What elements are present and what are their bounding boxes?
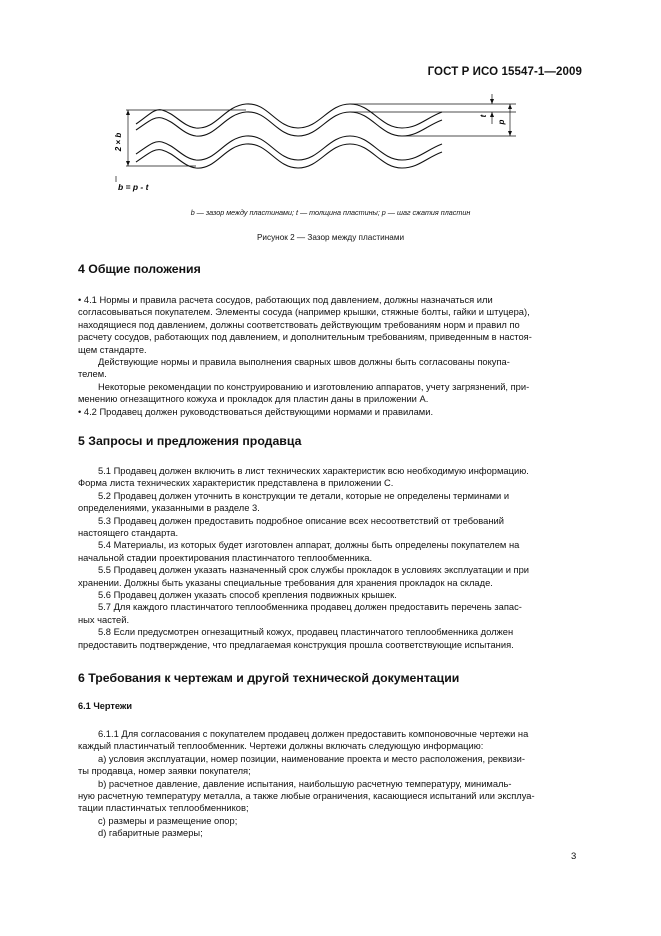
label-2b: 2 × b	[114, 132, 123, 152]
text-line: Некоторые рекомендации по конструированию и изготовлению аппаратов, учету загрязнений, при-	[98, 381, 530, 392]
text-line: 5.3 Продавец должен предоставить подробное описание всех несоответствий от требований	[98, 515, 504, 526]
text-line: определениями, указанными в разделе 3.	[78, 503, 260, 514]
text-line: 5.5 Продавец должен указать назначенный срок службы прокладок в условиях эксплуатации и при	[98, 565, 530, 576]
text-line: ную расчетную температуру металла, а также любые ограничения, касающиеся испытаний или эксплуа-	[78, 791, 535, 802]
section-4-title: 4 Общие положения	[78, 262, 201, 276]
text-line: Форма листа технических характеристик представлена в приложении С.	[78, 478, 394, 489]
text-line: каждый пластинчатый теплообменник. Чертежи должны включать следующую информацию:	[78, 741, 484, 752]
wavy-plates	[136, 104, 442, 168]
label-t: t	[479, 114, 488, 118]
text-line: щем стандарте.	[78, 344, 147, 355]
section-6-body	[78, 728, 583, 840]
text-line: с) размеры и размещение опор;	[98, 815, 238, 826]
figure-caption: Рисунок 2 — Зазор между пластинами	[256, 233, 405, 242]
text-line: ных частей.	[78, 614, 130, 625]
text-line: находящиеся под давлением, должны соответствовать действующим требованиям норм и правил по	[78, 319, 520, 330]
document-header: ГОСТ Р ИСО 15547-1—2009	[427, 66, 582, 78]
figure-legend: b — зазор между пластинами; t — толщина пластины; p — шаг сжатия пластин	[190, 208, 471, 217]
text-line: 6.1.1 Для согласования с покупателем продавец должен предоставить компоновочные чертежи на	[98, 729, 529, 739]
text-line: Действующие нормы и правила выполнения сварных швов должны быть согласованы покупа-	[98, 357, 510, 368]
text-line: ты продавца, номер заявки покупателя;	[78, 766, 251, 777]
text-line: 5.4 Материалы, из которых будет изготовлен аппарат, должны быть определены покупателем на	[98, 540, 520, 551]
text-line: а) условия эксплуатации, номер позиции, наименование проекта и место расположения, реквизи-	[98, 753, 525, 764]
text-line: 5.6 Продавец должен указать способ крепления подвижных крышек.	[98, 590, 397, 601]
section-6-title: 6 Требования к чертежам и другой технической документации	[78, 671, 460, 685]
section-4-body	[78, 294, 583, 418]
page-number: 3	[571, 851, 577, 862]
text-line: тации пластинчатых теплообменников;	[78, 803, 249, 814]
text-line: 5.1 Продавец должен включить в лист технических характеристик всю необходимую информацию.	[98, 466, 529, 476]
text-line: 5.2 Продавец должен уточнить в конструкции те детали, которые не определены терминами и	[98, 490, 510, 501]
text-line: • 4.1 Нормы и правила расчета сосудов, работающих под давлением, должны назначаться или	[78, 295, 493, 305]
plate-gap-figure	[96, 86, 526, 198]
text-line: начальной стадии проектирования пластинчатого теплообменника.	[78, 552, 373, 563]
text-line: d) габаритные размеры;	[98, 828, 203, 839]
text-line: 5.8 Если предусмотрен огнезащитный кожух, продавец пластинчатого теплообменника должен	[98, 627, 514, 638]
section-5-body	[78, 465, 583, 651]
text-line: согласовываться покупателем. Элементы сосуда (например крышки, стяжные болты, гайки и штуцера),	[78, 307, 530, 318]
text-line: предоставить подтверждение, что предлагаемая конструкция прошла соответствующие испытания.	[78, 639, 514, 650]
text-line: телем.	[78, 369, 107, 380]
text-line: настоящего стандарта.	[78, 528, 179, 539]
text-line: расчету сосудов, работающих под давлением, и дополнительным требованиям, приведенным в настоя-	[78, 332, 532, 343]
dimension-lines	[116, 94, 516, 182]
text-line: хранении. Должны быть указаны специальные требования для хранения прокладок на складе.	[78, 577, 493, 588]
text-line: b) расчетное давление, давление испытания, наибольшую расчетную температуру, минималь-	[98, 778, 512, 789]
section-5-title: 5 Запросы и предложения продавца	[78, 434, 302, 448]
subsection-6-1-title: 6.1 Чертежи	[78, 701, 133, 711]
text-line: 5.7 Для каждого пластинчатого теплообменника продавец должен предоставить перечень запас-	[98, 602, 522, 613]
label-b-formula: b = p - t	[118, 182, 149, 192]
label-p: p	[497, 119, 506, 125]
text-line: • 4.2 Продавец должен руководствоваться действующими нормами и правилами.	[78, 406, 434, 417]
text-line: менению огнезащитного кожуха и прокладок для пластин даны в приложении А.	[78, 394, 429, 405]
